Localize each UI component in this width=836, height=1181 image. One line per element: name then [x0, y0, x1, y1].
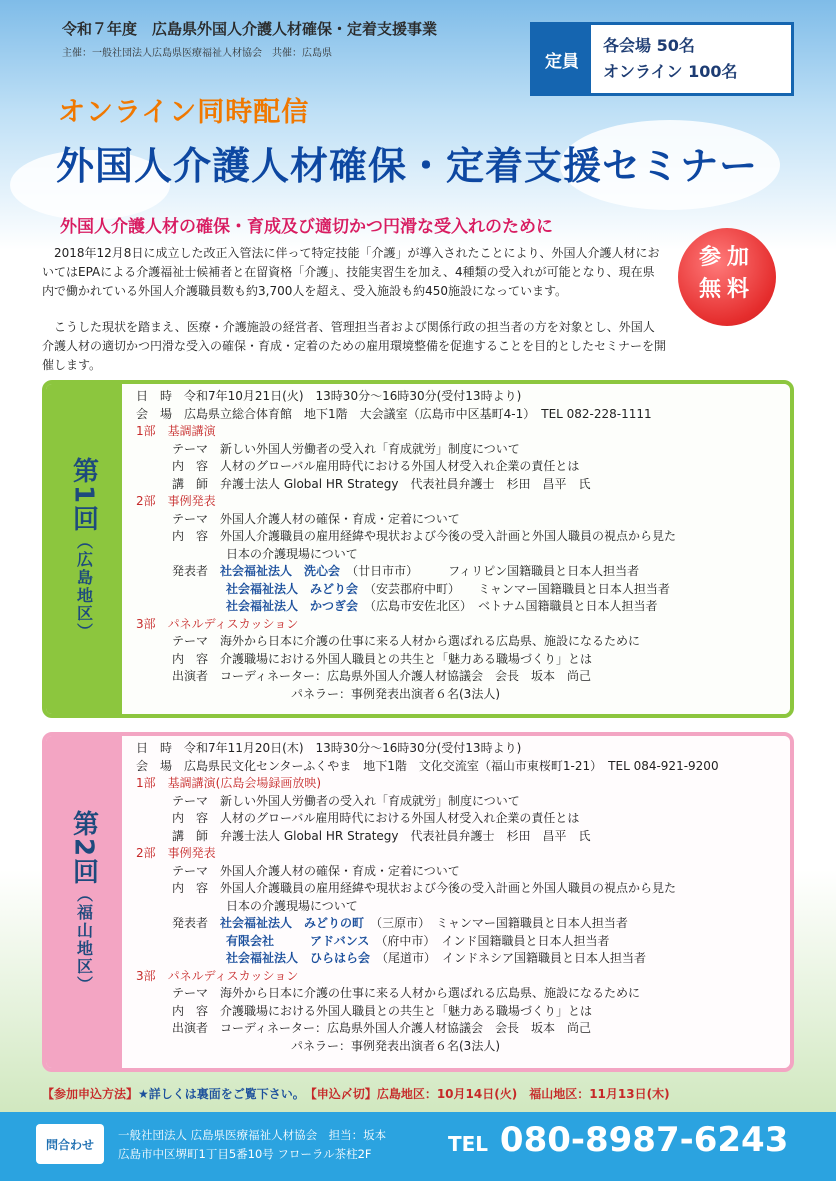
presenter-city: （廿日市市） — [352, 564, 413, 578]
session-1-content2b: 日本の介護現場について — [226, 546, 358, 561]
presenter-org: 社会福祉法人 洗心会 — [220, 564, 341, 578]
session-1-part2: 2部 事例発表 — [136, 494, 216, 508]
presenter-note: フィリピン国籍職員と日本人担当者 — [448, 564, 640, 578]
tel-number: 080-8987-6243 — [499, 1120, 789, 1160]
session-2-coordinator: 出演者 コーディネーター：広島県外国人介護人材協議会 会長 坂本 尚己 — [172, 1021, 592, 1035]
session-1-lecturer: 講 師 弁護士法人 Global HR Strategy 代表社員弁護士 杉田 昌平 氏 — [172, 476, 591, 491]
presenter-label: 発表者 — [172, 916, 209, 930]
presenter-row — [136, 598, 790, 616]
session-1-content2: 内 容 外国人介護職員の雇用経緯や現状および今後の受入計画と外国人職員の視点から見た — [172, 529, 677, 543]
presenter-label: 発表者 — [172, 564, 209, 578]
part1-label: 1部 基調講演 — [136, 776, 216, 790]
presenter-org: 社会福祉法人 ひらはら会 — [226, 951, 371, 965]
part1-note: (広島会場録画放映) — [215, 776, 322, 790]
apply-label: 【参加申込方法】 — [42, 1087, 139, 1101]
session-2-lecturer: 講 師 弁護士法人 Global HR Strategy 代表社員弁護士 杉田 昌平 氏 — [172, 828, 591, 843]
project-title: 令和７年度 広島県外国人介護人材確保・定着支援事業 — [62, 20, 438, 38]
presenter-city: （三原市） — [376, 916, 425, 930]
session-1-part1: 1部 基調講演 — [136, 424, 216, 438]
session-2-venue: 会 場 広島県民文化センターふくやま 地下1階 文化交流室（福山市東桜町1-21） TEL 084-921-9200 — [136, 758, 719, 773]
presenter-city: （尾道市） — [382, 951, 431, 965]
presenter-city: （安芸郡府中町） — [370, 581, 455, 596]
session-1-venue: 会 場 広島県立総合体育館 地下1階 大会議室（広島市中区基町4-1） TEL 082-228-1111 — [136, 406, 652, 421]
tel-label: TEL — [448, 1132, 489, 1156]
application-info — [42, 1085, 670, 1102]
session-1-panelists: パネラー：事例発表出演者６名(3法人) — [291, 686, 500, 701]
deadline-hiroshima: 広島地区：10月14日(火) — [376, 1087, 518, 1101]
presenter-row — [136, 563, 790, 581]
session-2-datetime: 日 時 令和7年11月20日(木) 13時30分～16時30分(受付13時より) — [136, 741, 522, 755]
session-2-content2b: 日本の介護現場について — [226, 898, 358, 913]
page-title: 外国人介護人材確保・定着支援セミナー — [56, 144, 759, 188]
apply-detail: ★詳しくは裏面をご覧下さい。 — [138, 1087, 299, 1101]
capacity-label: 定員 — [533, 25, 591, 93]
capacity-venue: 各会場 50名 — [603, 36, 695, 55]
session-2-panelists: パネラー：事例発表出演者６名(3法人) — [291, 1038, 500, 1053]
presenter-note: ミャンマー国籍職員と日本人担当者 — [478, 581, 670, 596]
session-2-part1 — [136, 775, 790, 793]
presenter-row — [136, 915, 790, 933]
session-1-content1: 内 容 人材のグローバル雇用時代における外国人材受入れ企業の責任とは — [172, 459, 580, 473]
capacity-box — [530, 22, 794, 96]
session-1-theme1: テーマ 新しい外国人労働者の受入れ「育成就労」制度について — [172, 441, 520, 456]
free-badge — [678, 228, 776, 326]
presenter-org: 有限会社 アドバンス — [226, 933, 370, 948]
session-2-box — [42, 732, 794, 1072]
deadline-label: 【申込〆切】 — [310, 1087, 377, 1101]
presenter-note: ミャンマー国籍職員と日本人担当者 — [436, 916, 628, 930]
session-2-theme3: テーマ 海外から日本に介護の仕事に来る人材から選ばれる広島県、施設になるために — [172, 986, 641, 1000]
contact-org: 一般社団法人 広島県医療福祉人材協会 担当：坂本 — [118, 1128, 387, 1142]
presenter-org: 社会福祉法人 みどり会 — [226, 581, 359, 596]
intro-paragraph-1: 2018年12月8日に成立した改正入管法に伴って特定技能「介護」が導入されたことにより、外国人介護人材においてはEPAによる介護福祉士候補者と在留資格「介護」、技能実習生を加え、4種類の受入れが可能となり、現在県内で働かれている外国人介護職員数も約3,700人を超え、受入施設も約450施設になっています。 — [42, 246, 660, 298]
presenter-row — [136, 933, 790, 951]
presenter-row — [136, 581, 790, 599]
free-badge-line2: 無料 — [698, 277, 755, 302]
session-1-theme2: テーマ 外国人介護人材の確保・育成・定着について — [172, 511, 460, 526]
organizer: 主催：一般社団法人広島県医療福祉人材協会 共催：広島県 — [62, 48, 332, 59]
presenter-row — [136, 950, 790, 968]
session-2-side — [46, 736, 122, 1068]
session-2-content1: 内 容 人材のグローバル雇用時代における外国人材受入れ企業の責任とは — [172, 811, 580, 825]
session-1-number: 第1回 — [68, 456, 99, 534]
free-badge-line1: 参加 — [698, 245, 755, 270]
session-1-theme3: テーマ 海外から日本に介護の仕事に来る人材から選ばれる広島県、施設になるために — [172, 634, 641, 648]
session-2-content2: 内 容 外国人介護職員の雇用経緯や現状および今後の受入計画と外国人職員の視点から見た — [172, 881, 677, 895]
session-2-content3: 内 容 介護職場における外国人職員との共生と「魅力ある職場づくり」とは — [172, 1003, 593, 1018]
session-1-datetime: 日 時 令和7年10月21日(火) 13時30分～16時30分(受付13時より) — [136, 389, 522, 403]
session-2-theme2: テーマ 外国人介護人材の確保・育成・定着について — [172, 863, 460, 878]
session-2-part2: 2部 事例発表 — [136, 846, 216, 860]
capacity-online: オンライン 100名 — [603, 62, 738, 81]
session-1-box — [42, 380, 794, 718]
contact-phone[interactable] — [448, 1120, 788, 1160]
presenter-note: ベトナム国籍職員と日本人担当者 — [478, 599, 658, 613]
presenter-note: インドネシア国籍職員と日本人担当者 — [442, 951, 646, 965]
session-1-area: （広島地区） — [74, 533, 94, 642]
presenter-org: 社会福祉法人 かつぎ会 — [226, 599, 359, 613]
session-2-number: 第2回 — [68, 809, 99, 887]
presenter-org: 社会福祉法人 みどりの町 — [220, 916, 365, 930]
presenter-city: （広島市安佐北区） — [370, 599, 467, 613]
intro-paragraph-2: こうした現状を踏まえ、医療・介護施設の経営者、管理担当者および関係行政の担当者の方を対象とし、外国人介護人材の適切かつ円滑な受入の確保・育成・定着のための雇用環境整備を促進することを目的としたセミナーを開催します。 — [42, 320, 667, 372]
session-1-side — [46, 384, 122, 714]
presenter-city: （府中市） — [381, 933, 430, 948]
contact-label: 問合わせ — [36, 1124, 104, 1164]
session-2-part3: 3部 パネルディスカッション — [136, 968, 299, 983]
contact-address — [118, 1126, 386, 1164]
session-2-theme1: テーマ 新しい外国人労働者の受入れ「育成就労」制度について — [172, 793, 520, 808]
deadline-fukuyama: 福山地区：11月13日(木) — [529, 1087, 670, 1101]
session-1-content3: 内 容 介護職場における外国人職員との共生と「魅力ある職場づくり」とは — [172, 651, 593, 666]
online-banner: オンライン同時配信 — [58, 97, 310, 128]
subtitle: 外国人介護人材の確保・育成及び適切かつ円滑な受入れのために — [60, 217, 553, 237]
session-2-area: （福山地区） — [74, 886, 94, 995]
session-1-coordinator: 出演者 コーディネーター：広島県外国人介護人材協議会 会長 坂本 尚己 — [172, 669, 592, 683]
presenter-note: インド国籍職員と日本人担当者 — [441, 933, 610, 948]
session-1-part3: 3部 パネルディスカッション — [136, 616, 299, 631]
contact-street: 広島市中区堺町1丁目5番10号 フローラル茶柱2F — [118, 1147, 372, 1161]
